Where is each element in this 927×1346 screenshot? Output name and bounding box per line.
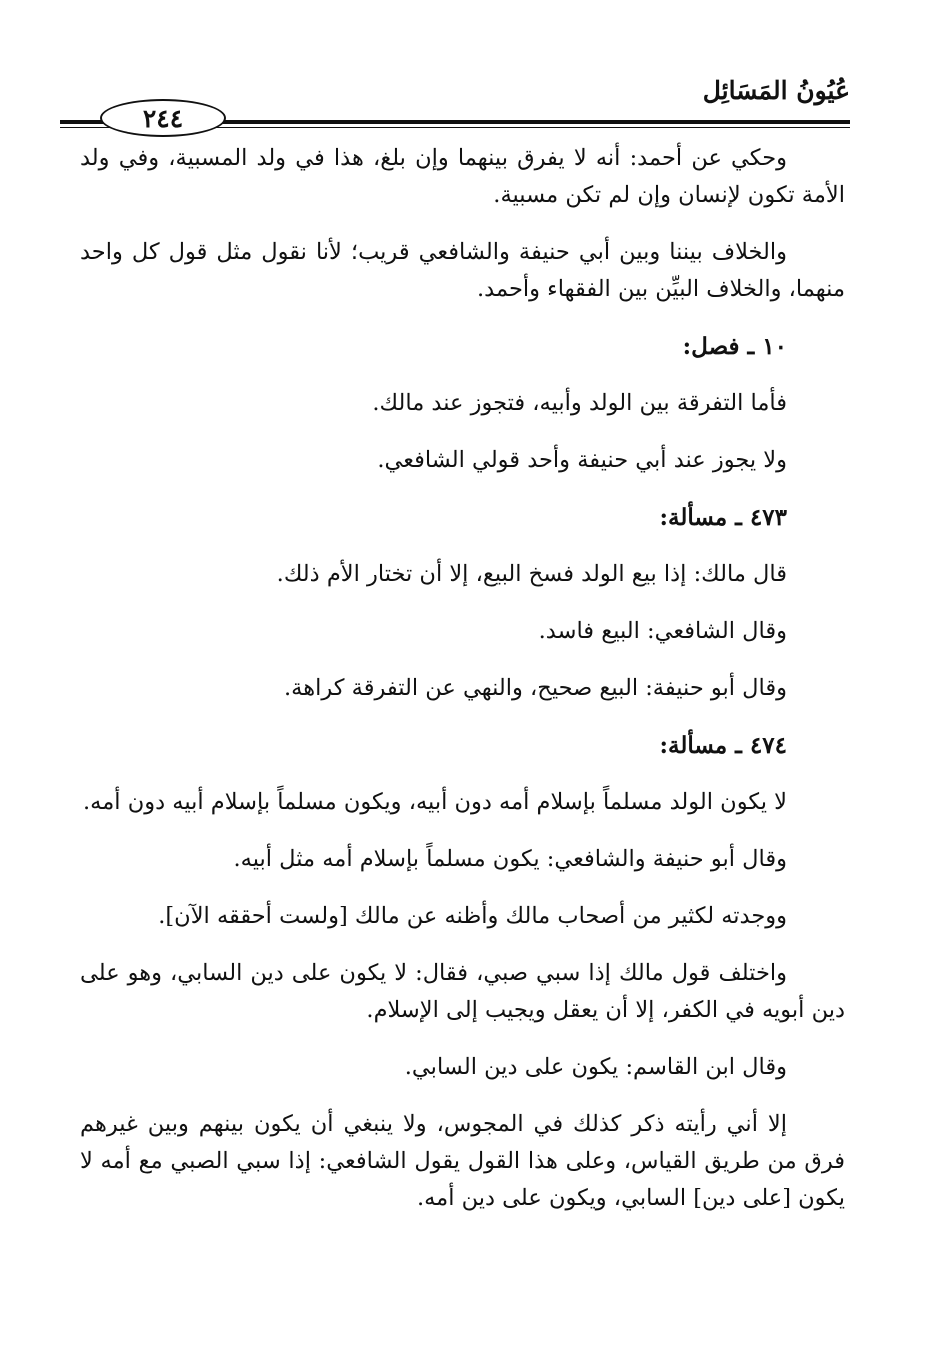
paragraph: قال مالك: إذا بيع الولد فسخ البيع، إلا أن تختار الأم ذلك. — [276, 561, 787, 587]
issue-heading: ٤٧٣ ـ مسألة: — [659, 504, 787, 531]
paragraph: فأما التفرقة بين الولد وأبيه، فتجوز عند مالك. — [372, 390, 787, 416]
paragraph: ووجدته لكثير من أصحاب مالك وأظنه عن مالك [ولست أحققه الآن]. — [158, 903, 787, 929]
paragraph: وقال ابن القاسم: يكون على دين السابي. — [404, 1054, 787, 1080]
paragraph: ولا يجوز عند أبي حنيفة وأحد قولي الشافعي. — [377, 447, 787, 473]
paragraph: واختلف قول مالك إذا سبي صبي، فقال: لا يكون على دين السابي، وهو على دين أبويه في الكفر، إلا أن يعقل ويجيب إلى الإسلام. — [80, 960, 845, 1023]
running-head-title: عُيُونُ المَسَائِل — [702, 76, 850, 105]
page-header — [60, 68, 850, 133]
paragraph: وقال أبو حنيفة والشافعي: يكون مسلماً بإسلام أمه مثل أبيه. — [233, 846, 787, 872]
page-number: ٢٤٤ — [142, 103, 184, 133]
paragraph: والخلاف بيننا وبين أبي حنيفة والشافعي قريب؛ لأنا نقول مثل قول كل واحد منهما، والخلاف البيِّن بين الفقهاء وأحمد. — [80, 239, 845, 302]
section-heading: ١٠ ـ فصل: — [682, 333, 787, 360]
paragraph: وقال أبو حنيفة: البيع صحيح، والنهي عن التفرقة كراهة. — [284, 675, 787, 701]
issue-heading: ٤٧٤ ـ مسألة: — [659, 732, 787, 759]
paragraph: إلا أني رأيته ذكر كذلك في المجوس، ولا ينبغي أن يكون بينهم وبين غيرهم فرق من طريق القياس، وعلى هذا القول يقول الشافعي: إذا سبي الصبي مع أمه لا يكون [على دين] السابي، ويكون على دين أمه. — [80, 1111, 845, 1211]
paragraph: وحكي عن أحمد: أنه لا يفرق بينهما وإن بلغ، هذا في ولد المسبية، وفي ولد الأمة تكون لإنسان وإن لم تكن مسبية. — [80, 145, 845, 208]
paragraph: لا يكون الولد مسلماً بإسلام أمه دون أبيه، ويكون مسلماً بإسلام أبيه دون أمه. — [83, 789, 787, 815]
paragraph: وقال الشافعي: البيع فاسد. — [538, 618, 787, 644]
page-number-badge — [100, 99, 226, 137]
page-body — [80, 140, 845, 1237]
